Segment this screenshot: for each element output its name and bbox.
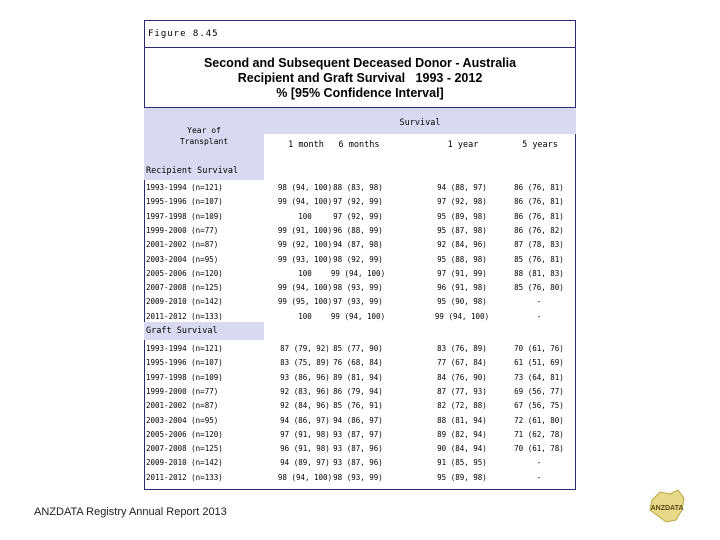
graft-cell-6-months: 93 (87, 97)	[333, 429, 383, 439]
recipient-cell-1-month: 99 (91, 100)	[277, 225, 333, 235]
recipient-cell-6-months: 99 (94, 100)	[330, 311, 386, 321]
recipient-cell-1-year: 94 (88, 97)	[437, 183, 487, 192]
recipient-cell-1-month: 99 (94, 100)	[277, 197, 333, 207]
figure-label: Figure 8.45	[144, 20, 576, 48]
recipient-cell-year: 2011-2012 (n=133)	[146, 311, 223, 321]
recipient-row	[144, 267, 576, 282]
graft-cell-year: 1999-2000 (n=77)	[146, 386, 219, 396]
recipient-cell-5-years: 87 (78, 83)	[514, 240, 564, 250]
graft-cell-5-years: 70 (61, 78)	[514, 444, 564, 454]
recipient-cell-5-years: 85 (76, 80)	[514, 283, 564, 293]
recipient-cell-1-year: 92 (84, 96)	[437, 240, 487, 250]
recipient-cell-6-months: 96 (88, 99)	[333, 225, 383, 235]
year-label-2: Transplant	[179, 137, 229, 146]
recipient-cell-year: 1993-1994 (n=121)	[146, 183, 223, 192]
recipient-row	[144, 224, 576, 239]
graft-cell-1-month: 98 (94, 100)	[277, 472, 333, 482]
graft-cell-1-month: 97 (91, 98)	[280, 429, 330, 439]
graft-cell-5-years: -	[536, 458, 542, 468]
graft-row	[144, 456, 576, 471]
recipient-cell-6-months: 88 (83, 98)	[333, 183, 383, 192]
recipient-cell-6-months: 97 (93, 99)	[333, 297, 383, 307]
title-line-1: Second and Subsequent Deceased Donor - Australia	[203, 56, 517, 70]
graft-cell-6-months: 89 (81, 94)	[333, 372, 383, 382]
recipient-cell-1-year: 95 (88, 98)	[437, 254, 487, 264]
graft-cell-6-months: 98 (93, 99)	[333, 472, 383, 482]
recipient-cell-1-month: 100	[298, 211, 312, 221]
graft-cell-1-month: 93 (86, 96)	[280, 372, 330, 382]
survival-header: Survival	[264, 108, 576, 134]
graft-cell-year: 2009-2010 (n=142)	[146, 458, 223, 468]
graft-row	[144, 342, 576, 357]
recipient-cell-year: 2005-2006 (n=120)	[146, 268, 223, 278]
recipient-cell-1-year: 97 (92, 98)	[437, 197, 487, 207]
recipient-row	[144, 295, 576, 310]
recipient-row	[144, 210, 576, 225]
graft-cell-1-month: 92 (83, 96)	[280, 386, 330, 396]
col-header-5-years: 5 years	[522, 140, 558, 150]
recipient-cell-5-years: 88 (81, 83)	[514, 268, 564, 278]
recipient-cell-1-year: 99 (94, 100)	[434, 311, 490, 321]
recipient-cell-6-months: 99 (94, 100)	[330, 268, 386, 278]
graft-cell-5-years: -	[536, 472, 542, 482]
graft-cell-year: 2007-2008 (n=125)	[146, 444, 223, 454]
recipient-cell-6-months: 94 (87, 98)	[333, 240, 383, 250]
recipient-cell-5-years: -	[536, 311, 542, 321]
graft-cell-1-year: 95 (89, 98)	[437, 472, 487, 482]
recipient-cell-1-month: 99 (92, 100)	[277, 240, 333, 250]
graft-cell-year: 2001-2002 (n=87)	[146, 401, 219, 411]
graft-cell-1-month: 94 (86, 97)	[280, 415, 330, 425]
recipient-cell-5-years: 86 (76, 81)	[514, 211, 564, 221]
anzdata-logo	[646, 486, 688, 528]
recipient-row	[144, 253, 576, 268]
col-header-1-month: 1 month	[288, 140, 324, 150]
graft-row	[144, 442, 576, 457]
recipient-cell-year: 1995-1996 (n=107)	[146, 197, 223, 207]
recipient-cell-1-month: 100	[298, 311, 312, 321]
recipient-cell-1-month: 99 (95, 100)	[277, 297, 333, 307]
graft-cell-1-year: 77 (67, 84)	[437, 358, 487, 368]
graft-cell-year: 1995-1996 (n=107)	[146, 358, 223, 368]
graft-cell-1-year: 89 (82, 94)	[437, 429, 487, 439]
recipient-cell-6-months: 98 (92, 99)	[333, 254, 383, 264]
recipient-cell-5-years: 86 (76, 81)	[514, 197, 564, 207]
recipient-cell-year: 1997-1998 (n=109)	[146, 211, 223, 221]
graft-cell-year: 2005-2006 (n=120)	[146, 429, 223, 439]
recipient-row	[144, 281, 576, 296]
graft-cell-6-months: 86 (79, 94)	[333, 386, 383, 396]
recipient-cell-1-year: 96 (91, 98)	[437, 283, 487, 293]
graft-cell-6-months: 85 (76, 91)	[333, 401, 383, 411]
graft-cell-6-months: 85 (77, 90)	[333, 344, 383, 353]
graft-cell-6-months: 94 (86, 97)	[333, 415, 383, 425]
recipient-cell-5-years: -	[536, 297, 542, 307]
graft-cell-1-year: 82 (72, 88)	[437, 401, 487, 411]
graft-cell-5-years: 61 (51, 69)	[514, 358, 564, 368]
graft-cell-year: 2003-2004 (n=95)	[146, 415, 219, 425]
graft-cell-5-years: 67 (56, 75)	[514, 401, 564, 411]
graft-row	[144, 385, 576, 400]
graft-cell-1-month: 87 (79, 92)	[280, 344, 330, 353]
graft-cell-1-month: 92 (84, 96)	[280, 401, 330, 411]
graft-cell-1-month: 94 (89, 97)	[280, 458, 330, 468]
logo-text: ANZDATA	[650, 505, 684, 512]
recipient-cell-6-months: 97 (92, 99)	[333, 211, 383, 221]
graft-cell-1-month: 83 (75, 89)	[280, 358, 330, 368]
graft-cell-6-months: 93 (87, 96)	[333, 444, 383, 454]
recipient-cell-1-year: 97 (91, 99)	[437, 268, 487, 278]
graft-cell-1-year: 88 (81, 94)	[437, 415, 487, 425]
graft-row	[144, 399, 576, 414]
recipient-cell-year: 2003-2004 (n=95)	[146, 254, 219, 264]
title-line-2: Recipient and Graft Survival 1993 - 2012	[237, 71, 483, 85]
graft-cell-5-years: 69 (56, 77)	[514, 386, 564, 396]
recipient-cell-5-years: 86 (76, 81)	[514, 183, 564, 192]
figure-title	[144, 48, 576, 108]
graft-survival-section: Graft Survival	[144, 322, 264, 340]
graft-cell-5-years: 70 (61, 76)	[514, 344, 564, 353]
recipient-cell-5-years: 85 (76, 81)	[514, 254, 564, 264]
graft-cell-year: 2011-2012 (n=133)	[146, 472, 223, 482]
graft-cell-6-months: 93 (87, 96)	[333, 458, 383, 468]
graft-row	[144, 371, 576, 386]
recipient-cell-6-months: 97 (92, 99)	[333, 197, 383, 207]
graft-cell-1-year: 90 (84, 94)	[437, 444, 487, 454]
recipient-cell-6-months: 98 (93, 99)	[333, 283, 383, 293]
graft-row	[144, 428, 576, 443]
recipient-cell-1-month: 100	[298, 268, 312, 278]
recipient-survival-section: Recipient Survival	[144, 162, 264, 180]
recipient-cell-1-year: 95 (87, 98)	[437, 225, 487, 235]
graft-cell-1-year: 91 (85, 95)	[437, 458, 487, 468]
recipient-cell-1-year: 95 (89, 98)	[437, 211, 487, 221]
title-line-3: % [95% Confidence Interval]	[276, 86, 444, 100]
recipient-cell-year: 2001-2002 (n=87)	[146, 240, 219, 250]
graft-cell-5-years: 73 (64, 81)	[514, 372, 564, 382]
graft-cell-year: 1993-1994 (n=121)	[146, 344, 223, 353]
recipient-cell-1-month: 99 (93, 100)	[277, 254, 333, 264]
graft-row	[144, 471, 576, 486]
graft-cell-1-year: 84 (76, 90)	[437, 372, 487, 382]
graft-cell-5-years: 71 (62, 78)	[514, 429, 564, 439]
col-header-1-year: 1 year	[447, 140, 479, 150]
recipient-cell-year: 2009-2010 (n=142)	[146, 297, 223, 307]
recipient-cell-year: 2007-2008 (n=125)	[146, 283, 223, 293]
graft-row	[144, 356, 576, 371]
graft-cell-1-month: 96 (91, 98)	[280, 444, 330, 454]
recipient-cell-1-month: 98 (94, 100)	[277, 183, 333, 192]
graft-row	[144, 414, 576, 429]
report-footer: ANZDATA Registry Annual Report 2013	[34, 506, 227, 518]
graft-cell-5-years: 72 (61, 80)	[514, 415, 564, 425]
graft-cell-6-months: 76 (68, 84)	[333, 358, 383, 368]
graft-cell-1-year: 87 (77, 93)	[437, 386, 487, 396]
year-label-1: Year of	[187, 126, 221, 135]
graft-cell-1-year: 83 (76, 89)	[437, 344, 487, 353]
recipient-row	[144, 238, 576, 253]
col-header-6-months: 6 months	[338, 140, 380, 150]
recipient-cell-1-year: 95 (90, 98)	[437, 297, 487, 307]
recipient-row	[144, 195, 576, 210]
recipient-cell-year: 1999-2000 (n=77)	[146, 225, 219, 235]
year-of-transplant-header	[144, 108, 264, 162]
recipient-row	[144, 181, 576, 196]
graft-cell-year: 1997-1998 (n=109)	[146, 372, 223, 382]
recipient-cell-5-years: 86 (76, 82)	[514, 225, 564, 235]
recipient-cell-1-month: 99 (94, 100)	[277, 283, 333, 293]
